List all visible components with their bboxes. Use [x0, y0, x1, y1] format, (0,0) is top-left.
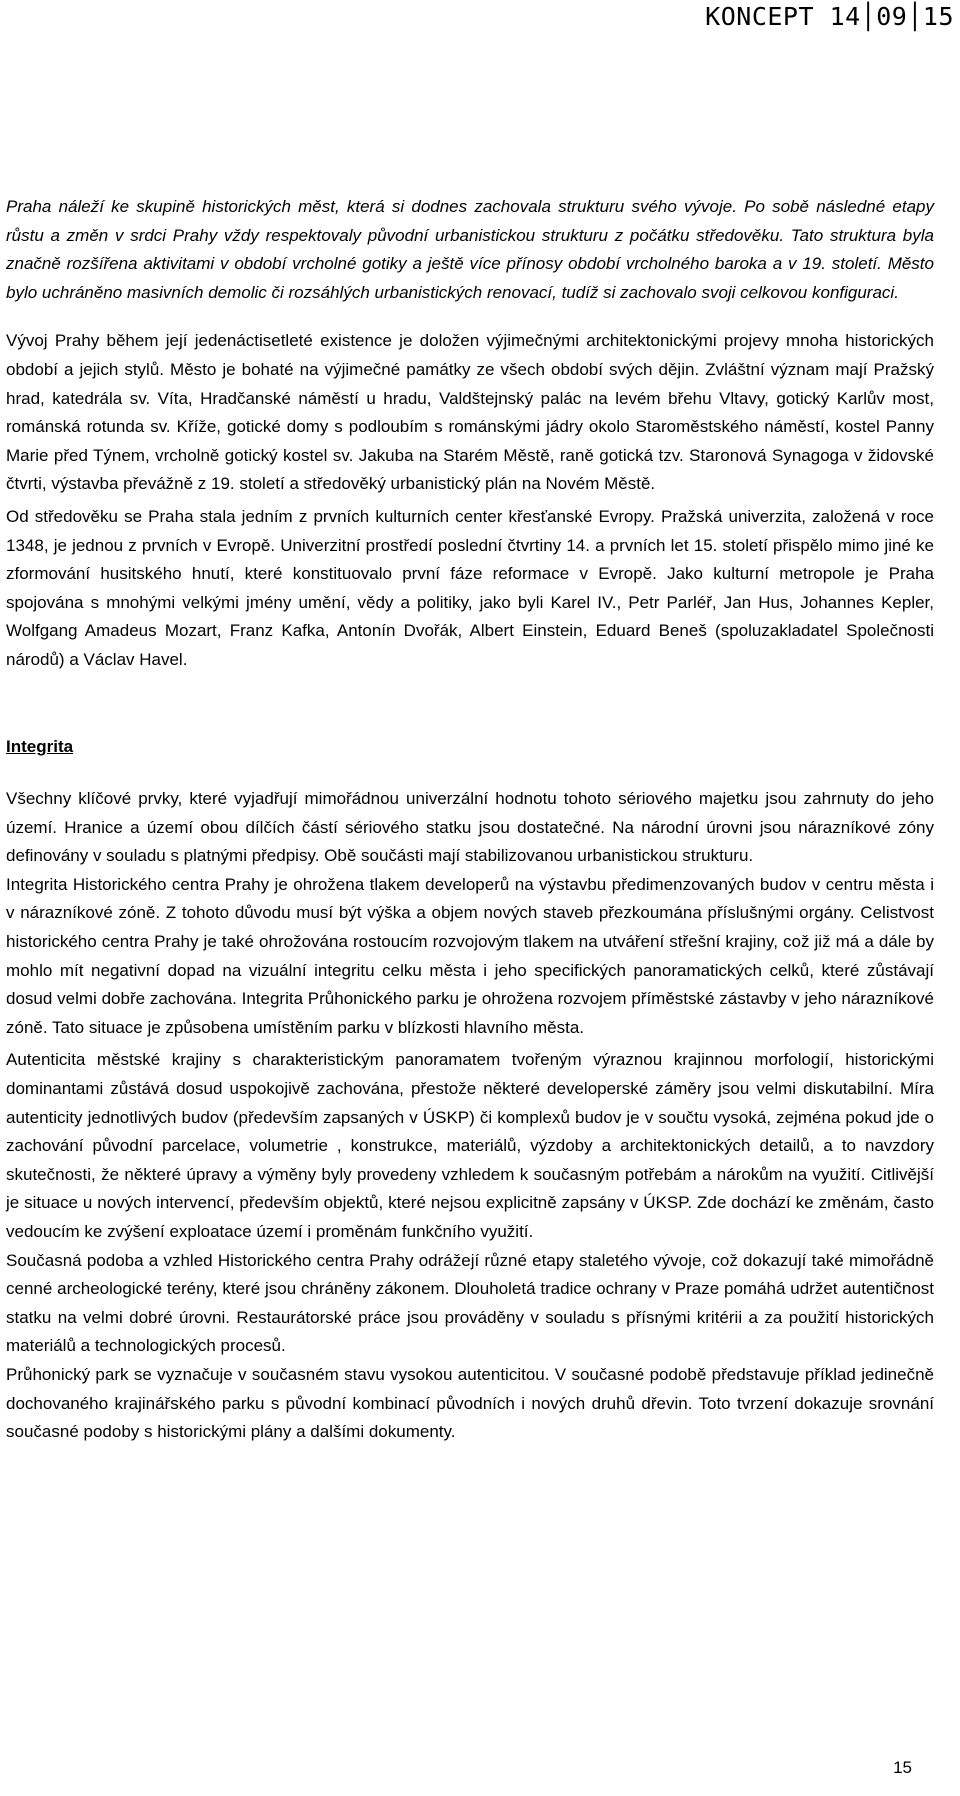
- draft-header: KONCEPT 14│09│15: [705, 2, 954, 31]
- integrity-paragraph-2: Integrita Historického centra Prahy je ohrožena tlakem developerů na výstavbu předimenzovaných budov v centru města i v nárazníkové zóně. Z tohoto důvodu musí být výška a objem nových staveb přezkoumána příslušnými orgány. Celistvost historického centra Prahy je také ohrožována rostoucím rozvojovým tlakem na utváření střešní krajiny, což již má a dále by mohlo mít negativní dopad na vizuální integritu celku města i jeho specifických panoramatických celků, které zůstávají dosud velmi dobře zachována. Integrita Průhonického parku je ohrožena rozvojem příměstské zástavby v jeho nárazníkové zóně. Tato situace je způsobena umístěním parku v blízkosti hlavního města.: [6, 874, 934, 1037]
- history-paragraph: Vývoj Prahy během její jedenáctisetleté existence je doložen výjimečnými architektonickými projevy mnoha historických období a jejich stylů. Město je bohaté na výjimečné památky ze všech období svých dějin. Zvláštní význam mají Pražský hrad, katedrála sv. Víta, Hradčanské náměstí u hradu, Valdštejnský palác na levém břehu Vltavy, gotický Karlův most, románská rotunda sv. Kříže, gotické domy s podloubím s románskými jádry okolo Staroměstského náměstí, kostel Panny Marie před Týnem, vrcholně gotický kostel sv. Jakuba na Starém Městě, raně gotická tzv. Staronová Synagoga v židovské čtvrti, výstavba převážně z 19. století a středověký urbanistický plán na Novém Městě.: [6, 331, 934, 494]
- document-body: [6, 193, 934, 1447]
- culture-paragraph: Od středověku se Praha stala jedním z prvních kulturních center křesťanské Evropy. Pražská univerzita, založená v roce 1348, je jednou z prvních v Evropě. Univerzitní prostředí poslední čtvrtiny 14. a prvních let 15. století přispělo mimo jiné ke zformování husitského hnutí, které konstituovalo první fáze reformace v Evropě. Jako kulturní metropole je Praha spojována s mnohými velkými jmény umění, vědy a politiky, jako byli Karel IV., Petr Parléř, Jan Hus, Johannes Kepler, Wolfgang Amadeus Mozart, Franz Kafka, Antonín Dvořák, Albert Einstein, Eduard Beneš (spoluzakladatel Společnosti národů) a Václav Havel.: [6, 506, 934, 669]
- authenticity-paragraph-3: Průhonický park se vyznačuje v současném stavu vysokou autenticitou. V současné podobě představuje příklad jedinečně dochovaného krajinářského parku s původní kombinací původních i nových druhů dřevin. Toto tvrzení dokazuje srovnání současné podoby s historickými plány a dalšími dokumenty.: [6, 1364, 934, 1442]
- page-number: 15: [893, 1758, 912, 1777]
- authenticity-paragraph-1: Autenticita městské krajiny s charakteristickým panoramatem tvořeným výraznou krajinnou morfologií, historickými dominantami zůstává dosud uspokojivě zachována, přestože některé developerské záměry jsou velmi diskutabilní. Míra autenticity jednotlivých budov (především zapsaných v ÚSKP) či komplexů budov je v součtu vysoká, zejména pokud jde o zachování původní parcelace, volumetrie , konstrukce, materiálů, výzdoby a architektonických detailů, a to navzdory skutečnosti, že některé úpravy a výměny byly provedeny vzhledem k současným potřebám a nárokům na využití. Citlivější je situace u nových intervencí, především objektů, které nejsou explicitně zapsány v ÚKSP. Zde dochází ke změnám, často vedoucím ke zvýšení exploatace území i proměnám funkčního využití.: [6, 1050, 934, 1241]
- authenticity-paragraph-2: Současná podoba a vzhled Historického centra Prahy odrážejí různé etapy staletého vývoje, což dokazují také mimořádně cenné archeologické terény, které jsou chráněny zákonem. Dlouholetá tradice ochrany v Praze pomáhá udržet autentičnost statku na velmi dobré úrovni. Restaurátorské práce jsou prováděny v souladu s přísnými kritérii a za použití historických materiálů a technologických procesů.: [6, 1250, 934, 1356]
- section-heading-integrita: Integrita: [6, 736, 74, 756]
- integrity-paragraph-1: Všechny klíčové prvky, které vyjadřují mimořádnou univerzální hodnotu tohoto sériového majetku jsou zahrnuty do jeho území. Hranice a území obou dílčích částí sériového statku jsou dostatečné. Na národní úrovni jsou nárazníkové zóny definovány v souladu s platnými předpisy. Obě součásti mají stabilizovanou urbanistickou strukturu.: [6, 789, 934, 866]
- intro-paragraph: Praha náleží ke skupině historických měst, která si dodnes zachovala strukturu svého vývoje. Po sobě následné etapy růstu a změn v srdci Prahy vždy respektovaly původní urbanistickou strukturu z počátku středověku. Tato struktura byla značně rozšířena aktivitami v období vrcholné gotiky a ještě více přínosy období vrcholného baroka a v 19. století. Město bylo uchráněno masivních demolic či rozsáhlých urbanistických renovací, tudíž si zachovalo svoji celkovou konfiguraci.: [6, 197, 934, 302]
